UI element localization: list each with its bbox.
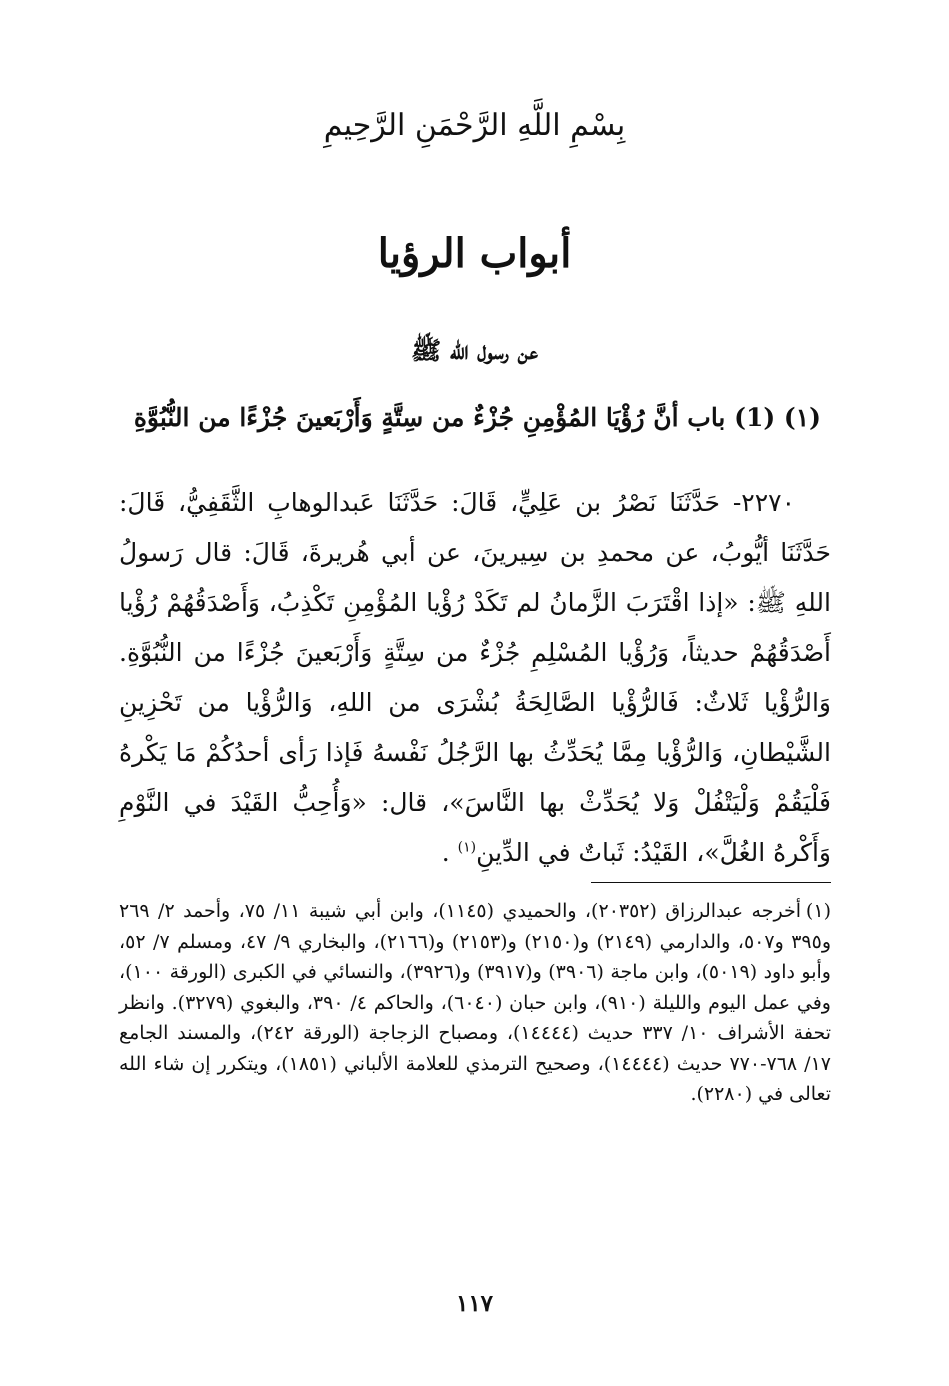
footnote-text: أخرجه عبدالرزاق (٢٠٣٥٢)، والحميدي (١١٤٥)، وابن أبي شيبة ١١/ ٧٥، وأحمد ٢/ ٢٦٩ و٣٩٥ و٥٠٧، والدارمي (٢١٤٩) و(٢١٥٠) و(٢١٥٣) و(٢١٦٦)، والبخاري ٩/ ٤٧، ومسلم ٧/ ٥٢، وأبو داود (٥٠١٩)، وابن ماجة (٣٩٠٦) و(٣٩١٧) و(٣٩٢٦)، والنسائي في الكبرى (الورقة ١٠٠)، وفي عمل اليوم والليلة (٩١٠)، وابن حبان (٦٠٤٠)، والحاكم ٤/ ٣٩٠، والبغوي (٣٢٧٩). وانظر تحفة الأشراف ١٠/ ٣٣٧ حديث (١٤٤٤٤)، ومصباح الزجاجة (الورقة ٢٤٢)، والمسند الجامع ١٧/ ٧٦٨-٧٧٠ حديث (١٤٤٤٤)، وصحيح الترمذي للعلامة الألباني (١٨٥١)، ويتكرر إن شاء الله تعالى في (٢٢٨٠). xyxy=(119,900,832,1105)
footnote-separator xyxy=(591,882,831,883)
hadith-body xyxy=(119,478,831,878)
footnote-reference[interactable]: (١) xyxy=(457,839,477,856)
chapter-subtitle: عن رسول الله ﷺ xyxy=(410,336,538,365)
section-heading: (١) (1) باب أنَّ رُؤْيَا المُؤْمِنِ جُزْءٌ من سِتَّةٍ وَأَرْبَعينَ جُزْءًا من النُّبُوَّةِ xyxy=(133,403,821,432)
basmala-header: بِسْمِ اللَّهِ الرَّحْمَنِ الرَّحِيمِ xyxy=(323,108,626,143)
hadith-paragraph xyxy=(119,478,831,878)
hadith-ending: . xyxy=(441,838,458,867)
page-number: ١١٧ xyxy=(455,1290,494,1317)
hadith-text: ٢٢٧٠- حَدَّثَنَا نَصْرُ بن عَلِيٍّ، قَالَ: حَدَّثَنَا عَبدالوهابِ الثَّقَفِيُّ، قَالَ: حَدَّثَنَا أيُّوبُ، عن محمدِ بن سِيرينَ، عن أبي هُريرةَ، قَالَ: قال رَسولُ اللهِ ﷺ: «إذا اقْتَرَبَ الزَّمانُ لم تَكَدْ رُؤْيا المُؤْمِنِ تَكْذِبُ، وَأَصْدَقُهُمْ رُؤْيا أَصْدَقُهُمْ حديثاً، وَرُؤْيا المُسْلِمِ جُزْءٌ من سِتَّةٍ وَأَرْبَعينَ جُزْءًا من النُّبُوَّةِ. وَالرُّؤْيا ثَلاثٌ: فَالرُّؤْيا الصَّالِحَةُ بُشْرَى من اللهِ، وَالرُّؤْيا من تَحْزِينِ الشَّيْطانِ، وَالرُّؤْيا مِمَّا يُحَدِّثُ بها الرَّجُلُ نَفْسهُ فَإذا رَأى أحدُكُمْ مَا يَكْرهُ فَلْيَقُمْ وَلْيَتْفُلْ وَلا يُحَدِّثْ بها النَّاسَ»، قال: «وَأُحِبُّ القَيْدَ في النَّوْمِ وَأَكْرهُ الغُلَّ»، القَيْدُ: ثَباتٌ في الدِّينِ xyxy=(119,488,831,867)
footnote-number: (١) xyxy=(805,900,831,922)
chapter-title: أبواب الرؤيا xyxy=(377,230,572,277)
footnote xyxy=(119,896,831,1110)
